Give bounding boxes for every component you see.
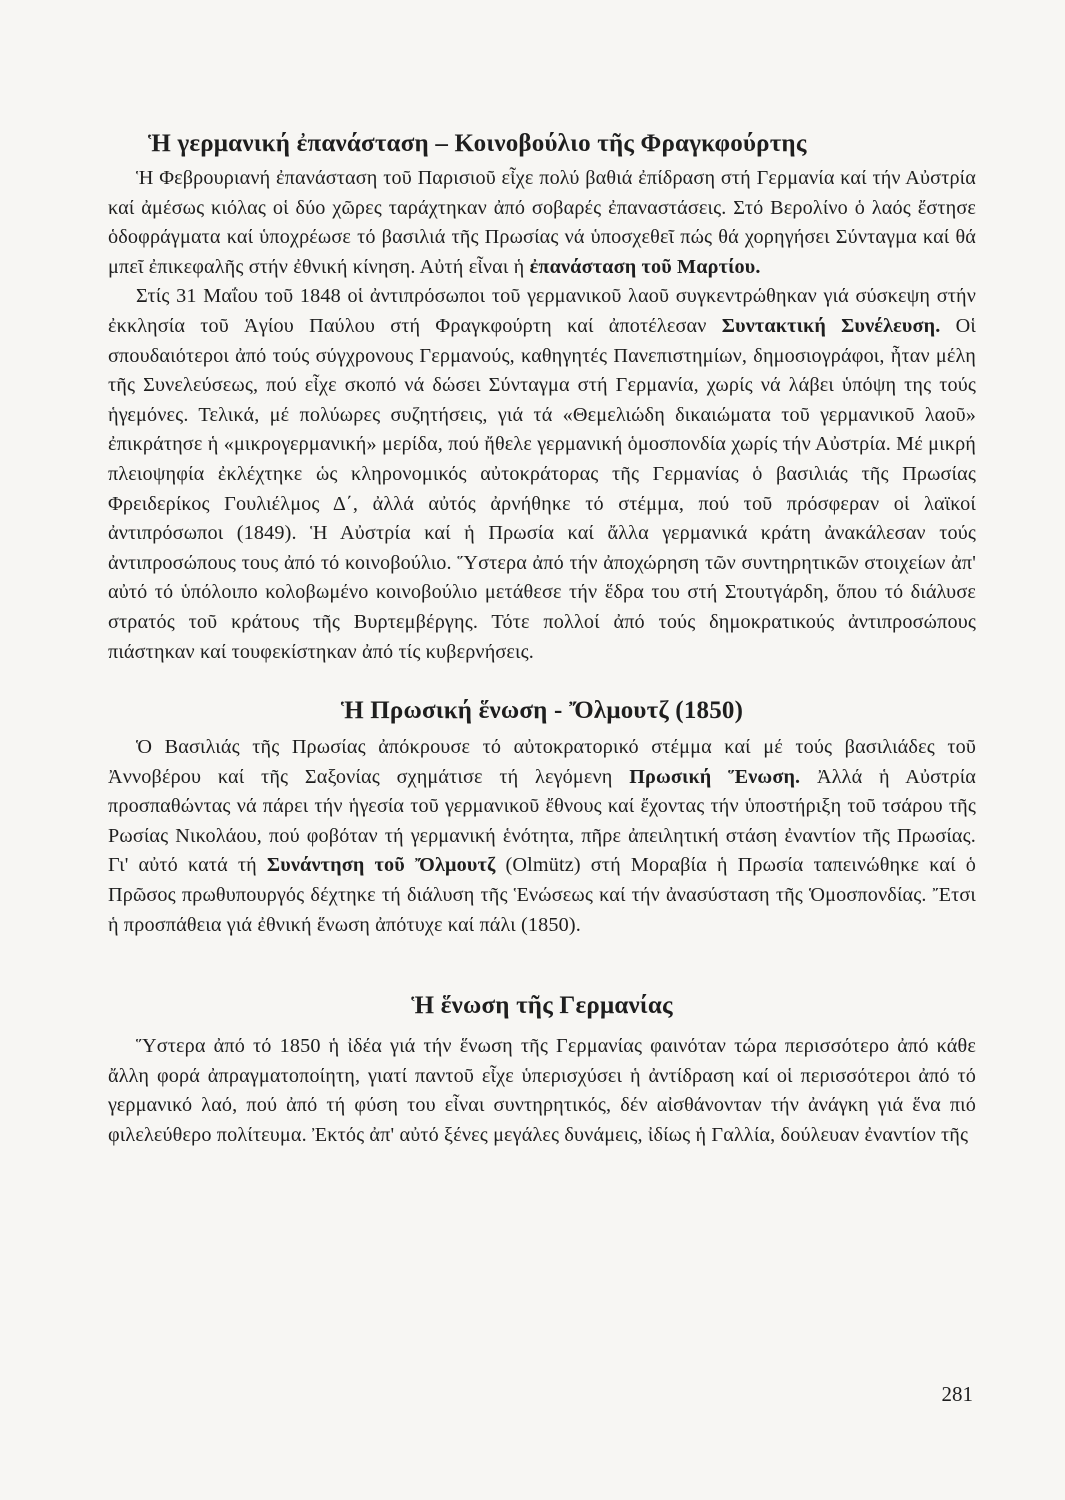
paragraph-text: Στίς 31 Μαΐου τοῦ 1848 οἱ ἀντιπρόσωποι τοῦ γερμανικοῦ λαοῦ συγκεντρώθηκαν γιά σύσκεψη στήν ἐκκλησία τοῦ Ἁγίου Παύλου στή Φραγκφούρτη καί ἀποτέλεσαν [108,285,976,337]
paragraph-text: Ὁ Βασιλιάς τῆς Πρωσίας ἀπόκρουσε τό αὐτοκρατορικό στέμμα καί μέ τούς βασιλιάδες τοῦ Ἀννοβέρου καί τῆς Σαξονίας σχημάτισε τή λεγόμενη [108,736,976,788]
paragraph-text: Οἱ σπουδαιότεροι ἀπό τούς σύγχρονους Γερμανούς, καθηγητές Πανεπιστημίων, δημοσιογράφοι, ἦταν μέλη τῆς Συνελεύσεως, πού εἶχε σκοπό νά δώσει Σύνταγμα στή Γερμανία, χωρίς νά λάβει ὑπόψη της τούς ἡγεμόνες. Τελικά, μέ πολύωρες συζητήσεις, γιά τά «Θεμελιώδη δικαιώματα τοῦ γερμανικοῦ λαοῦ» ἐπικράτησε ἡ «μικρογερμανική» μερίδα, πού ἤθελε γερμανική ὁμοσπονδία χωρίς τήν Αὐστρία. Μέ μικρή πλειοψηφία ἐκλέχτηκε ὡς κληρονομικός αὐτοκράτορας τῆς Γερμανίας ὁ βασιλιάς τῆς Πρωσίας Φρειδερίκος Γουλιέλμος Δ΄, ἀλλά αὐτός ἀρνήθηκε τό στέμμα, πού τοῦ πρόσφεραν οἱ λαϊκοί ἀντιπρόσωποι (1849). Ἡ Αὐστρία καί ἡ Πρωσία καί ἄλλα γερμανικά κράτη ἀνακάλεσαν τούς ἀντιπροσώπους τους ἀπό τό κοινοβούλιο. Ὕστερα ἀπό τήν ἀποχώρηση τῶν συντηρητικῶν στοιχείων ἀπ' αὐτό τό ὑπόλοιπο κολοβωμένο κοινοβούλιο μετάθεσε τήν ἕδρα του στή Στουτγάρδη, ὅπου τό διάλυσε στρατός τοῦ κράτους τῆς Βυρτεμβέργης. Τότε πολλοί ἀπό τούς δημοκρατικούς ἀντιπροσώπους πιάστηκαν καί τουφεκίστηκαν ἀπό τίς κυβερνήσεις. [108,314,976,663]
paragraph-text: Ἡ Φεβρουριανή ἐπανάσταση τοῦ Παρισιοῦ εἶχε πολύ βαθιά ἐπίδραση στή Γερμανία καί τήν Αὐστρία καί ἀμέσως κιόλας οἱ δύο χῶρες ταράχτηκαν ἀπό σοβαρές ἐπαναστάσεις. Στό Βερολίνο ὁ λαός ἔστησε ὁδοφράγματα καί ὑποχρέωσε τό βασιλιά τῆς Πρωσίας νά ὑποσχεθεῖ πώς θά χορηγήσει Σύνταγμα καί θά μπεῖ ἐπικεφαλῆς στήν ἐθνική κίνηση. Αὐτή εἶναι ἡ [108,167,976,278]
paragraph-prussian-union [108,733,976,940]
bold-term-constituent-assembly: Συντακτική Συνέλευση. [721,314,941,337]
bold-term-prussian-union: Πρωσική Ἕνωση. [629,765,801,788]
bold-term-march-revolution: ἐπανάσταση τοῦ Μαρτίου. [529,255,761,278]
paragraph-text: (Olmütz) στή Μοραβία ἡ Πρωσία ταπεινώθηκε καί ὁ Πρῶσος πρωθυπουργός δέχτηκε τή διάλυση τῆς Ἑνώσεως καί τήν ἀνασύσταση τῆς Ὁμοσπονδίας. Ἔτσι ἡ προσπάθεια γιά ἐθνική ἕνωση ἀπότυχε καί πάλι (1850). [108,854,976,936]
section-heading-german-revolution: Ἡ γερμανική ἐπανάσταση – Κοινοβούλιο τῆς Φραγκφούρτης [148,130,807,157]
paragraph-february-revolution [108,164,976,282]
paragraph-german-unification: Ὕστερα ἀπό τό 1850 ἡ ἰδέα γιά τήν ἕνωση τῆς Γερμανίας φαινόταν τώρα περισσότερο ἀπό κάθε ἄλλη φορά ἀπραγματοποίητη, γιατί παντοῦ εἶχε ὑπερισχύσει ἡ ἀντίδραση καί οἱ περισσότεροι ἀπό τό γερμανικό λαό, πού ἀπό τή φύση του εἶναι συντηρητικός, δέν αἰσθάνονταν τήν ἀνάγκη γιά ἕνα πιό φιλελεύθερο πολίτευμα. Ἐκτός ἀπ' αὐτό ξένες μεγάλες δυνάμεις, ἰδίως ἡ Γαλλία, δούλευαν ἐναντίον τῆς [108,1035,976,1147]
section-heading-prussian-union: Ἡ Πρωσική ἕνωση - Ὄλμουτζ (1850) [340,697,744,725]
paragraph-frankfurt-assembly [108,282,976,667]
page-content [108,128,976,1151]
section-heading-german-unification: Ἡ ἕνωση τῆς Γερμανίας [411,992,673,1020]
paragraph-text: Ἀλλά ἡ Αὐστρία προσπαθώντας νά πάρει τήν ἡγεσία τοῦ γερμανικοῦ ἔθνους καί ἔχοντας τήν ὑποστήριξη τοῦ τσάρου τῆς Ρωσίας Νικολάου, πού φοβόταν τή γερμανική ἑνότητα, πῆρε ἀπειλητική στάση ἐναντίον τῆς Πρωσίας. Γι' αὐτό κατά τή [108,765,977,877]
page-number: 281 [941,1382,973,1406]
bold-term-olmutz-meeting: Συνάντηση τοῦ Ὄλμουτζ [266,854,496,877]
